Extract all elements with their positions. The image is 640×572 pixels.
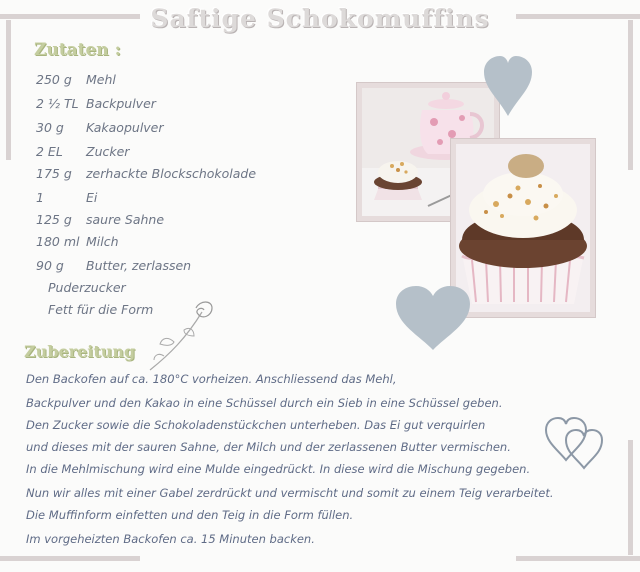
ingredient-name: Kakaopulver (86, 120, 164, 135)
page-title: Saftige Schokomuffins (150, 4, 490, 33)
ingredient-qty: 90 g (36, 258, 64, 273)
ingredient-row (48, 302, 153, 317)
ingredient-name: Backpulver (86, 96, 156, 111)
heart-icon (394, 284, 472, 352)
preparation-line: Nun wir alles mit einer Gabel zerdrückt und vermischt und somit zu einem Teig verarbeitet. (26, 486, 554, 500)
ingredient-name: zerhackte Blockschokolade (86, 166, 257, 181)
frame-right-bottom (628, 440, 633, 555)
frame-bottom-right (516, 556, 640, 561)
ingredient-name: Zucker (86, 144, 130, 159)
ingredients-heading: Zutaten : (34, 40, 121, 60)
ingredient-row (36, 144, 129, 159)
ingredient-name: Fett für die Form (48, 302, 154, 317)
frame-bottom-left (0, 556, 140, 561)
preparation-line: Im vorgeheizten Backofen ca. 15 Minuten backen. (26, 532, 315, 546)
ingredient-row (36, 258, 191, 273)
ingredient-qty: 180 ml (36, 234, 80, 249)
frame-right (628, 20, 633, 170)
ingredient-qty: 1 (36, 190, 44, 205)
ingredient-name: Ei (86, 190, 98, 205)
ingredient-name: Butter, zerlassen (86, 258, 192, 273)
ingredient-qty: 2 EL (36, 144, 63, 159)
preparation-line: und dieses mit der sauren Sahne, der Milch und der zerlassenen Butter vermischen. (26, 440, 511, 454)
preparation-line: In die Mehlmischung wird eine Mulde eingedrückt. In diese wird die Mischung gegeben. (26, 462, 531, 476)
ingredient-row (48, 280, 126, 295)
ingredient-name: Mehl (86, 72, 116, 87)
ingredient-row (36, 72, 116, 87)
ingredient-row (36, 96, 156, 111)
ingredient-qty: 2 ½ TL (36, 96, 79, 111)
preparation-line: Den Zucker sowie die Schokoladenstückchen unterheben. Das Ei gut verquirlen (26, 418, 486, 432)
ingredient-row (36, 120, 164, 135)
ingredient-name: saure Sahne (86, 212, 165, 227)
preparation-line: Backpulver und den Kakao in eine Schüssel durch ein Sieb in eine Schüssel geben. (26, 396, 503, 410)
ingredient-row (36, 166, 256, 181)
preparation-line: Den Backofen auf ca. 180°C vorheizen. Anschliessend das Mehl, (26, 372, 397, 386)
ingredient-row (36, 190, 97, 205)
frame-top-left (0, 14, 140, 19)
ingredient-qty: 125 g (36, 212, 72, 227)
heart-icon (482, 54, 534, 118)
frame-top-right (516, 14, 640, 19)
ingredient-name: Puderzucker (48, 280, 126, 295)
ingredient-row (36, 212, 164, 227)
ingredient-row (36, 234, 119, 249)
preparation-heading: Zubereitung (24, 342, 136, 361)
ingredient-name: Milch (86, 234, 119, 249)
preparation-line: Die Muffinform einfetten und den Teig in die Form füllen. (26, 508, 354, 522)
ingredient-qty: 30 g (36, 120, 64, 135)
ingredient-qty: 250 g (36, 72, 72, 87)
frame-left (6, 20, 11, 160)
ingredient-qty: 175 g (36, 166, 72, 181)
double-heart-icon (544, 410, 604, 470)
rose-icon (146, 298, 222, 374)
